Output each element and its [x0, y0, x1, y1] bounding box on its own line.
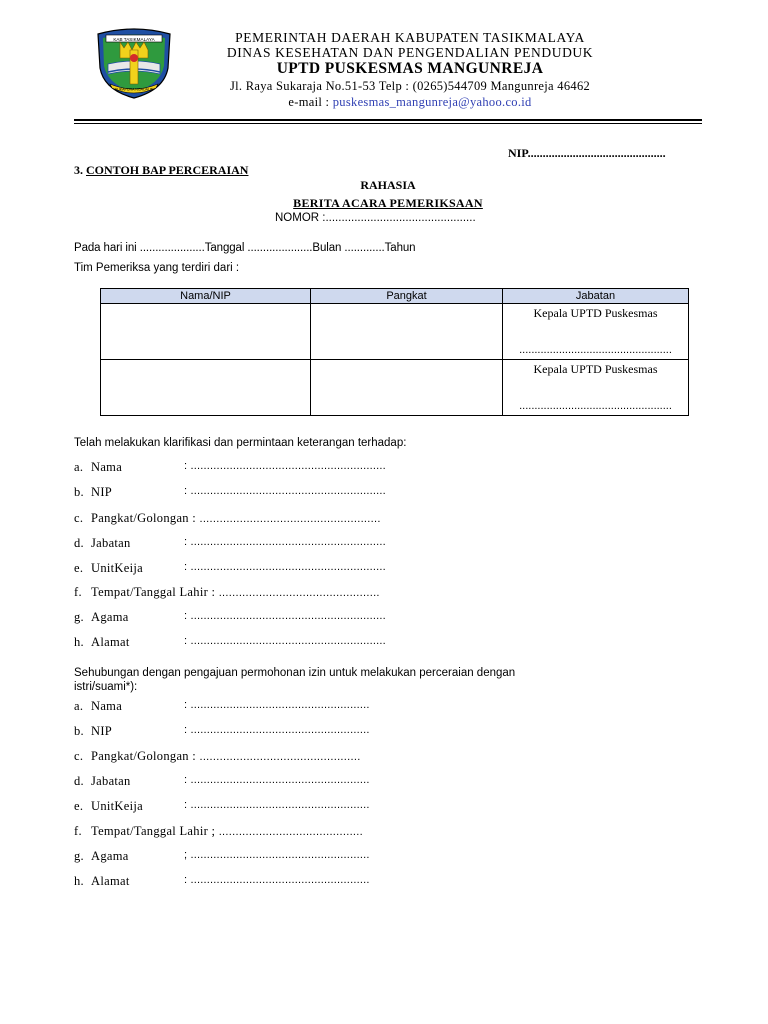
- list-fill-dots[interactable]: ...........................................: [218, 826, 364, 838]
- nomor-line: NOMOR :...............................................: [275, 212, 476, 224]
- list-letter: a.: [74, 699, 84, 713]
- section-title: [74, 163, 248, 178]
- date-line: Pada hari ini .....................Tanggal .....................Bulan .............Tahun: [74, 242, 416, 254]
- list-fill-dots[interactable]: ................................................: [218, 587, 380, 599]
- list-letter: h.: [74, 874, 84, 888]
- cell-nama-nip[interactable]: [101, 304, 311, 360]
- header-rule-thin: [74, 123, 702, 124]
- cell-pangkat[interactable]: [311, 360, 503, 416]
- jabatan-signature-dots: ..................................................: [519, 400, 672, 412]
- list-fill-dots[interactable]: : ............................................................: [184, 635, 386, 647]
- email-link[interactable]: puskesmas_mangunreja@yahoo.co.id: [332, 95, 532, 109]
- list-label: Tempat/Tanggal Lahir :: [91, 585, 219, 599]
- table-row: [101, 360, 689, 416]
- header-rule-thick: [74, 119, 702, 121]
- list-label: Pangkat/Golongan :: [91, 749, 200, 763]
- list-letter: c.: [74, 749, 84, 763]
- list-letter: h.: [74, 635, 84, 649]
- list-label-inline: [91, 585, 380, 600]
- list-label: UnitKeija: [91, 799, 143, 813]
- cell-jabatan[interactable]: [503, 360, 689, 416]
- list-letter: a.: [74, 460, 84, 474]
- list-label: Jabatan: [91, 536, 131, 550]
- divorce-intro-line2: istri/suami*):: [74, 681, 138, 693]
- kabupaten-emblem-logo: [94, 28, 174, 100]
- logo-text-bottom: SUKAPURA NGADAUN: [114, 87, 154, 92]
- list-fill-dots[interactable]: ................................................: [199, 751, 361, 763]
- list-label-inline: [91, 749, 361, 764]
- list-fill-dots[interactable]: ......................................................: [199, 513, 381, 525]
- berita-acara-title: BERITA ACARA PEMERIKSAAN: [293, 196, 483, 210]
- table-row: [101, 304, 689, 360]
- table-header-pangkat: Pangkat: [311, 289, 503, 304]
- list-letter: e.: [74, 799, 84, 813]
- list-label: Jabatan: [91, 774, 131, 788]
- table-header-nama-nip: Nama/NIP: [101, 289, 311, 304]
- examiner-table: [100, 288, 689, 416]
- cell-pangkat[interactable]: [311, 304, 503, 360]
- header-institution-name: UPTD PUSKESMAS MANGUNREJA: [276, 60, 544, 77]
- list-letter: b.: [74, 485, 84, 499]
- table-header-row: [101, 289, 689, 304]
- section-title-text: CONTOH BAP PERCERAIAN: [86, 163, 249, 177]
- rahasia-label: RAHASIA: [360, 178, 416, 192]
- email-label: e-mail :: [288, 95, 333, 109]
- list-fill-dots[interactable]: : .......................................................: [184, 724, 370, 736]
- nip-line: NIP..............................................: [508, 146, 666, 160]
- list-label-inline: [91, 511, 381, 526]
- list-label-inline: [91, 824, 363, 839]
- cell-jabatan[interactable]: [503, 304, 689, 360]
- header-address: Jl. Raya Sukaraja No.51-53 Telp : (0265)544709 Mangunreja 46462: [229, 79, 591, 93]
- list-letter: d.: [74, 536, 84, 550]
- jabatan-text: Kepala UPTD Puskesmas: [533, 306, 658, 320]
- list-letter: g.: [74, 849, 84, 863]
- table-header-jabatan: Jabatan: [503, 289, 689, 304]
- list-letter: b.: [74, 724, 84, 738]
- section-number: 3.: [74, 163, 86, 177]
- list-fill-dots[interactable]: ; .......................................................: [184, 849, 370, 861]
- list-label: Alamat: [91, 635, 130, 649]
- list-label: Nama: [91, 460, 123, 474]
- list-fill-dots[interactable]: : ............................................................: [184, 610, 386, 622]
- list-label: Agama: [91, 610, 129, 624]
- list-label: NIP: [91, 724, 113, 738]
- list-label: NIP: [91, 485, 113, 499]
- clarification-intro: Telah melakukan klarifikasi dan permintaan keterangan terhadap:: [74, 437, 407, 449]
- list-label: Tempat/Tanggal Lahir ;: [91, 824, 219, 838]
- list-fill-dots[interactable]: : ............................................................: [184, 536, 386, 548]
- header-agency-line: DINAS KESEHATAN DAN PENGENDALIAN PENDUDUK: [226, 45, 594, 60]
- list-label: UnitKeija: [91, 561, 143, 575]
- list-label: Nama: [91, 699, 123, 713]
- list-letter: c.: [74, 511, 84, 525]
- list-letter: f.: [74, 824, 82, 838]
- list-fill-dots[interactable]: : ............................................................: [184, 561, 386, 573]
- list-fill-dots[interactable]: : .......................................................: [184, 874, 370, 886]
- list-label: Agama: [91, 849, 129, 863]
- list-label: Pangkat/Golongan :: [91, 511, 200, 525]
- header-government-line: PEMERINTAH DAERAH KABUPATEN TASIKMALAYA: [235, 30, 585, 45]
- header-email-line: [190, 95, 630, 110]
- list-fill-dots[interactable]: : .......................................................: [184, 799, 370, 811]
- list-label: Alamat: [91, 874, 130, 888]
- jabatan-signature-dots: ..................................................: [519, 344, 672, 356]
- cell-nama-nip[interactable]: [101, 360, 311, 416]
- divorce-intro-line1: Sehubungan dengan pengajuan permohonan izin untuk melakukan perceraian dengan: [74, 667, 516, 679]
- list-letter: f.: [74, 585, 82, 599]
- logo-text-top: KAB TASIKMALAYA: [113, 37, 155, 42]
- list-letter: d.: [74, 774, 84, 788]
- team-line: Tim Pemeriksa yang terdiri dari :: [74, 262, 240, 274]
- list-fill-dots[interactable]: : ............................................................: [184, 460, 386, 472]
- list-fill-dots[interactable]: : .......................................................: [184, 774, 370, 786]
- list-fill-dots[interactable]: : .......................................................: [184, 699, 370, 711]
- list-fill-dots[interactable]: : ............................................................: [184, 485, 386, 497]
- list-letter: g.: [74, 610, 84, 624]
- jabatan-text: Kepala UPTD Puskesmas: [533, 362, 658, 376]
- list-letter: e.: [74, 561, 84, 575]
